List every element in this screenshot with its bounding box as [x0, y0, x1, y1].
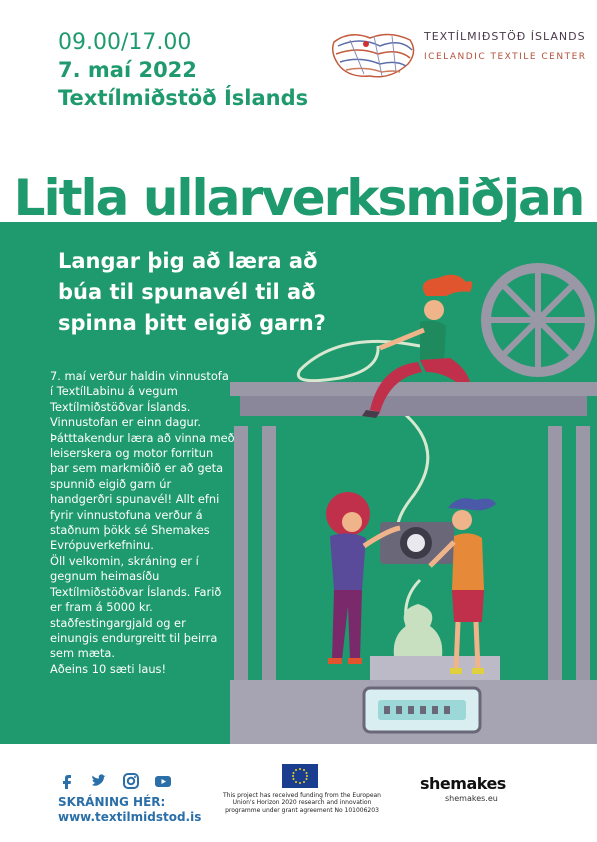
spinning-wheel-icon	[486, 268, 590, 372]
social-links	[58, 772, 172, 790]
youtube-icon[interactable]	[154, 772, 172, 790]
event-place: Textílmiðstöð Íslands	[58, 86, 309, 110]
shemakes-url[interactable]: shemakes.eu	[445, 794, 498, 803]
facebook-icon[interactable]	[58, 772, 76, 790]
description-text	[50, 369, 235, 677]
eu-flag-icon	[282, 764, 318, 788]
instagram-icon[interactable]	[122, 772, 140, 790]
logo-name-is: TEXTÍLMIÐSTÖÐ ÍSLANDS	[424, 30, 586, 43]
register-link[interactable]: www.textilmidstod.is	[58, 810, 202, 824]
page-title: Litla ullarverksmiðjan	[13, 169, 584, 227]
description-paragraph-1: 7. maí verður haldin vinnustofa í TextílLabinu á vegum Textílmiðstöðvar Íslands. Vinnustofan er einn dagur. Þátttakendur læra að vinna með leiserskera og motor forritun þar sem markmiðið er að geta spunnið eigið garn úr handgerðri spunavél! Allt efni fyrir vinnustofuna verður á staðnum þökk sé Shemakes Evrópuverkefninu.	[50, 369, 235, 553]
event-date: 7. maí 2022	[58, 58, 197, 82]
register-label: SKRÁNING HÉR:	[58, 795, 166, 809]
event-time: 09.00/17.00	[58, 30, 192, 55]
question-heading: Langar þig að læra að búa til spunavél til að spinna þitt eigið garn?	[58, 249, 326, 335]
logo-name-en: ICELANDIC TEXTILE CENTER	[424, 52, 587, 62]
twitter-icon[interactable]	[90, 772, 108, 790]
woman-left-figure	[326, 492, 400, 664]
description-paragraph-3: Aðeins 10 sæti laus!	[50, 661, 167, 676]
iceland-thread-icon	[333, 34, 414, 76]
description-paragraph-2: Öll velkomin, skráning er í gegnum heimasíðu Textílmiðstöðvar Íslands. Farið er fram á 5000 kr. staðfestingargjald og er einungis endurgreitt til þeirra sem mæta.	[50, 553, 222, 661]
shemakes-logo: shemakes	[420, 774, 506, 793]
eu-funding-note: This project has received funding from the European Union's Horizon 2020 research and innovation programme under grant agreement No 101006203	[223, 792, 381, 814]
